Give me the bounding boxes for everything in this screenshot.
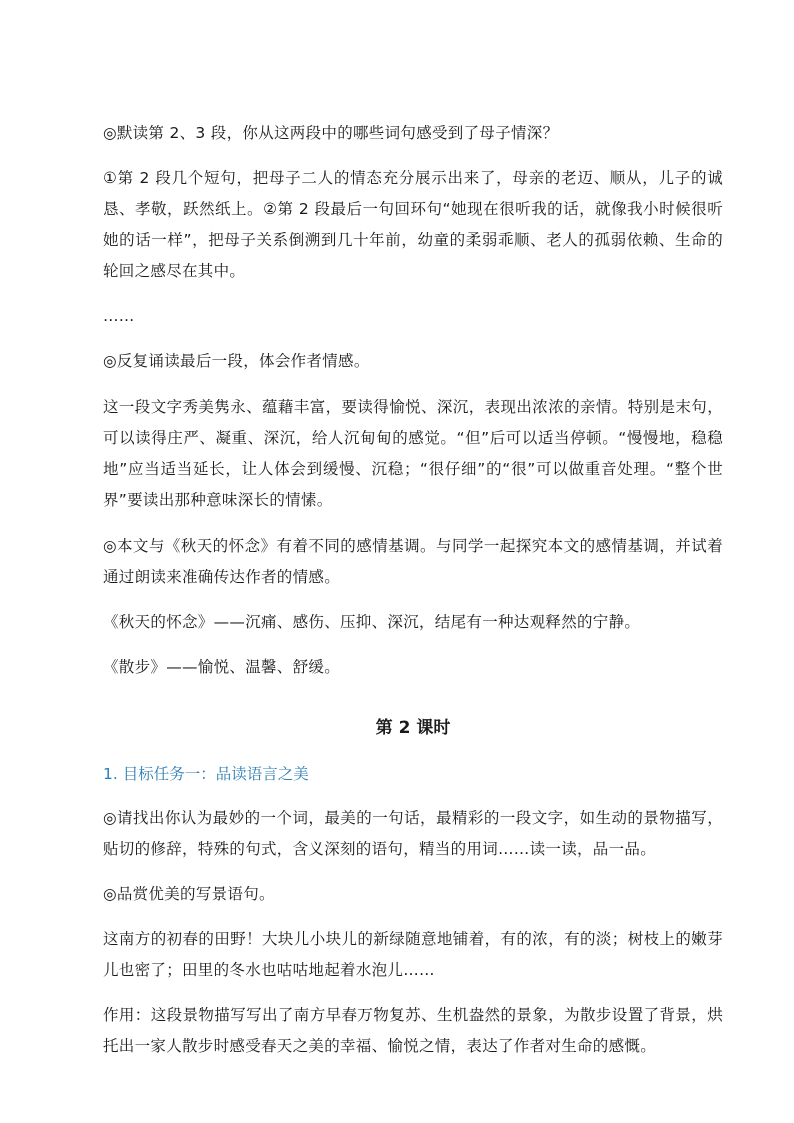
ellipsis: …… (103, 307, 135, 325)
answer-walk-tone: 《散步》——愉悦、温馨、舒缓。 (103, 658, 341, 676)
lesson-heading: 第 2 课时 (375, 718, 451, 738)
question-best-words: ◎请找出你认为最妙的一个词，最美的一句话，最精彩的一段文字，如生动的景物描写，贴切的修辞，特殊的句式，含义深刻的语句，精当的用词……读一读，品一品。 (103, 809, 723, 858)
question-emotional-tone: ◎本文与《秋天的怀念》有着不同的感情基调。与同学一起探究本文的感情基调，并试着通过朗读来准确传达作者的情感。 (103, 537, 723, 586)
question-scenery-sentences: ◎品赏优美的写景语句。 (103, 885, 275, 903)
question-last-paragraph: ◎反复诵读最后一段，体会作者情感。 (103, 352, 370, 370)
document-page (103, 118, 723, 1062)
answer-reading-tone: 这一段文字秀美隽永、蕴藉丰富，要读得愉悦、深沉，表现出浓浓的亲情。特别是末句，可以读得庄严、凝重、深沉，给人沉甸甸的感觉。“但”后可以适当停顿。“慢慢地，稳稳地”应当适当延长，让人体会到缓慢、沉稳；“很仔细”的“很”可以做重音处理。“整个世界”要读出那种意味深长的情愫。 (103, 398, 723, 509)
scenery-analysis: 作用：这段景物描写写出了南方早春万物复苏、生机盎然的景象，为散步设置了背景，烘托出一家人散步时感受春天之美的幸福、愉悦之情，表达了作者对生命的感慨。 (103, 1006, 723, 1055)
answer-autumn-memory-tone: 《秋天的怀念》——沉痛、感伤、压抑、深沉，结尾有一种达观释然的宁静。 (103, 613, 641, 631)
scenery-quote: 这南方的初春的田野！大块儿小块儿的新绿随意地铺着，有的浓，有的淡；树枝上的嫩芽儿也密了；田里的冬水也咕咕地起着水泡儿…… (103, 930, 723, 979)
target-task-one: 1. 目标任务一：品读语言之美 (103, 765, 309, 783)
answer-mother-son-affection: ①第 2 段几个短句，把母子二人的情态充分展示出来了，母亲的老迈、顺从，儿子的诚恳、孝敬，跃然纸上。②第 2 段最后一句回环句“她现在很听我的话，就像我小时候很听她的话一样”，把母子关系倒溯到几十年前，幼童的柔弱乖顺、老人的孤弱依赖、生命的轮回之感尽在其中。 (103, 169, 723, 280)
question-reading-para-2-3: ◎默读第 2、3 段，你从这两段中的哪些词句感受到了母子情深？ (103, 124, 559, 142)
